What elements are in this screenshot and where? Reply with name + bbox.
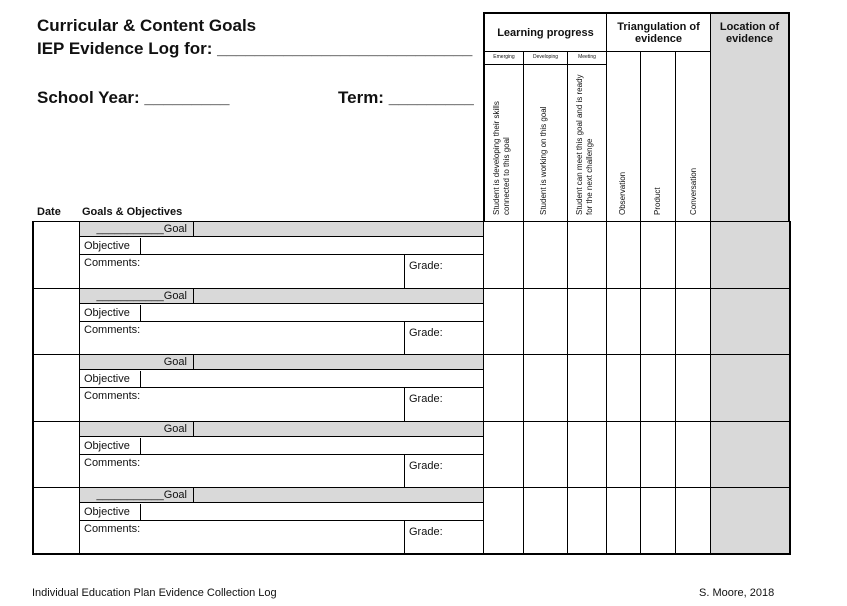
evidence-observation: Observation bbox=[618, 171, 627, 215]
evidence-conversation: Conversation bbox=[689, 167, 698, 215]
date-cell[interactable] bbox=[32, 354, 80, 422]
goal-label: ___________Goal bbox=[84, 289, 194, 303]
term-line: Term: _________ bbox=[338, 88, 474, 107]
check-cell[interactable] bbox=[483, 487, 524, 555]
check-cell[interactable] bbox=[523, 421, 568, 488]
check-cell[interactable] bbox=[640, 421, 676, 488]
grade-label: Grade: bbox=[409, 526, 443, 538]
desc-developing: Student is working on this goal bbox=[539, 106, 548, 215]
grade-box[interactable] bbox=[404, 254, 405, 288]
check-cell[interactable] bbox=[567, 421, 607, 488]
location-blank-cell bbox=[710, 51, 790, 222]
check-cell[interactable] bbox=[483, 354, 524, 422]
grade-box[interactable] bbox=[404, 321, 405, 354]
check-cell[interactable] bbox=[567, 221, 607, 289]
grade-label: Grade: bbox=[409, 260, 443, 272]
goals-column-label: Goals & Objectives bbox=[82, 206, 183, 218]
goal-label: Goal bbox=[84, 355, 194, 369]
objective-line[interactable] bbox=[80, 520, 483, 521]
date-cell[interactable] bbox=[32, 288, 80, 355]
desc-meeting: Student can meet this goal and is ready for the next challenge bbox=[575, 74, 594, 215]
check-cell[interactable] bbox=[606, 354, 641, 422]
check-cell[interactable] bbox=[606, 288, 641, 355]
check-cell[interactable] bbox=[640, 354, 676, 422]
check-cell[interactable] bbox=[675, 221, 711, 289]
objective-label: Objective bbox=[80, 371, 141, 387]
check-cell[interactable] bbox=[675, 421, 711, 488]
check-cell[interactable] bbox=[523, 221, 568, 289]
grade-box[interactable] bbox=[404, 387, 405, 421]
triangulation-header: Triangulation of evidence bbox=[606, 12, 711, 52]
comments-label: Comments: bbox=[84, 257, 141, 269]
check-cell[interactable] bbox=[483, 421, 524, 488]
location-cell[interactable] bbox=[710, 421, 791, 488]
check-cell[interactable] bbox=[523, 487, 568, 555]
log-for-line: IEP Evidence Log for: ___________________________ bbox=[37, 39, 473, 58]
objective-line[interactable] bbox=[80, 387, 483, 388]
learning-progress-header: Learning progress bbox=[483, 12, 607, 52]
grade-label: Grade: bbox=[409, 460, 443, 472]
date-cell[interactable] bbox=[32, 421, 80, 488]
objective-line[interactable] bbox=[80, 321, 483, 322]
check-cell[interactable] bbox=[483, 221, 524, 289]
check-cell[interactable] bbox=[567, 354, 607, 422]
check-cell[interactable] bbox=[640, 221, 676, 289]
date-column-label: Date bbox=[37, 206, 61, 218]
grade-box[interactable] bbox=[404, 454, 405, 487]
check-cell[interactable] bbox=[567, 487, 607, 555]
level-label-emerging: Emerging bbox=[493, 54, 515, 60]
check-cell[interactable] bbox=[606, 487, 641, 555]
footer-right: S. Moore, 2018 bbox=[699, 587, 775, 599]
location-cell[interactable] bbox=[710, 354, 791, 422]
objective-label: Objective bbox=[80, 305, 141, 321]
check-cell[interactable] bbox=[483, 288, 524, 355]
check-cell[interactable] bbox=[523, 288, 568, 355]
comments-label: Comments: bbox=[84, 523, 141, 535]
check-cell[interactable] bbox=[567, 288, 607, 355]
date-cell[interactable] bbox=[32, 487, 80, 555]
check-cell[interactable] bbox=[606, 221, 641, 289]
grade-label: Grade: bbox=[409, 327, 443, 339]
desc-emerging: Student is developing their skills connected to this goal bbox=[492, 101, 511, 215]
grade-box[interactable] bbox=[404, 520, 405, 554]
check-cell[interactable] bbox=[675, 288, 711, 355]
evidence-product: Product bbox=[653, 187, 662, 215]
level-label-meeting: Meeting bbox=[578, 54, 596, 60]
check-cell[interactable] bbox=[640, 487, 676, 555]
check-cell[interactable] bbox=[640, 288, 676, 355]
school-year-line: School Year: _________ bbox=[37, 88, 230, 107]
check-cell[interactable] bbox=[523, 354, 568, 422]
grade-label: Grade: bbox=[409, 393, 443, 405]
goal-label: ___________Goal bbox=[84, 488, 194, 502]
comments-label: Comments: bbox=[84, 457, 141, 469]
location-header: Location of evidence bbox=[710, 12, 790, 52]
level-cell-developing bbox=[523, 51, 568, 65]
level-label-developing: Developing bbox=[532, 54, 559, 60]
comments-label: Comments: bbox=[84, 324, 141, 336]
objective-line[interactable] bbox=[80, 454, 483, 455]
goal-label: ___________Goal bbox=[84, 222, 194, 236]
location-cell[interactable] bbox=[710, 288, 791, 355]
level-cell-emerging bbox=[483, 51, 524, 65]
objective-line[interactable] bbox=[80, 254, 483, 255]
check-cell[interactable] bbox=[675, 354, 711, 422]
footer-left: Individual Education Plan Evidence Collection Log bbox=[32, 587, 277, 599]
comments-label: Comments: bbox=[84, 390, 141, 402]
check-cell[interactable] bbox=[675, 487, 711, 555]
goal-label: Goal bbox=[84, 422, 194, 436]
check-cell[interactable] bbox=[606, 421, 641, 488]
page-title: Curricular & Content Goals bbox=[37, 16, 257, 35]
date-cell[interactable] bbox=[32, 221, 80, 289]
objective-label: Objective bbox=[80, 504, 141, 520]
location-cell[interactable] bbox=[710, 487, 791, 555]
objective-label: Objective bbox=[80, 238, 141, 254]
objective-label: Objective bbox=[80, 438, 141, 454]
location-cell[interactable] bbox=[710, 221, 791, 289]
level-cell-meeting bbox=[567, 51, 607, 65]
